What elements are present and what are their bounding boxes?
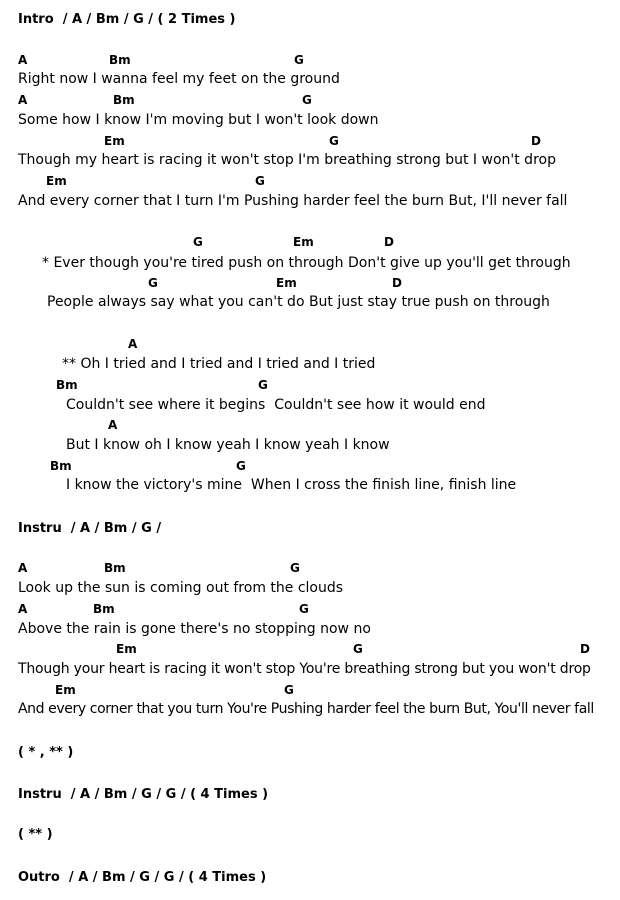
- chord: Em: [276, 276, 297, 290]
- chord: G: [290, 561, 300, 575]
- chord: D: [384, 235, 394, 249]
- chord: Em: [55, 683, 76, 697]
- chord: Bm: [50, 459, 72, 473]
- chord: G: [236, 459, 246, 473]
- lyric-line: Though your heart is racing it won't stop You're breathing strong but you won't drop: [18, 661, 591, 677]
- lyric-line: And every corner that I turn I'm Pushing harder feel the burn But, I'll never fall: [18, 193, 568, 209]
- chord: Em: [46, 174, 67, 188]
- intro-line: Intro / A / Bm / G / ( 2 Times ): [18, 12, 236, 27]
- chord: Em: [293, 235, 314, 249]
- chord: A: [128, 337, 138, 351]
- chord: A: [18, 53, 28, 67]
- chord: Bm: [93, 602, 115, 616]
- chord: G: [148, 276, 158, 290]
- chord: G: [329, 134, 339, 148]
- repeat-line: ( * , ** ): [18, 745, 74, 760]
- repeat-line: ( ** ): [18, 827, 53, 842]
- lyric-line: Though my heart is racing it won't stop I'm breathing strong but I won't drop: [18, 152, 556, 168]
- lyric-line: People always say what you can't do But just stay true push on through: [47, 294, 550, 310]
- chord: D: [531, 134, 541, 148]
- lyric-line: Couldn't see where it begins Couldn't see how it would end: [66, 397, 486, 413]
- chord: D: [392, 276, 402, 290]
- lyric-line: ** Oh I tried and I tried and I tried and I tried: [62, 356, 376, 372]
- chord: G: [258, 378, 268, 392]
- chord: A: [18, 93, 28, 107]
- lyric-line: Some how I know I'm moving but I won't look down: [18, 112, 379, 128]
- instrumental-line: Instru / A / Bm / G / G / ( 4 Times ): [18, 787, 269, 802]
- chord: Bm: [113, 93, 135, 107]
- lyric-line: I know the victory's mine When I cross the finish line, finish line: [66, 477, 517, 493]
- chord: G: [193, 235, 203, 249]
- chord: G: [255, 174, 265, 188]
- chord: A: [18, 602, 28, 616]
- chord: Em: [116, 642, 137, 656]
- chord: Bm: [56, 378, 78, 392]
- chord: D: [580, 642, 590, 656]
- lyric-line: And every corner that you turn You're Pushing harder feel the burn But, You'll never fall: [18, 701, 594, 717]
- chord: G: [353, 642, 363, 656]
- chord: G: [294, 53, 304, 67]
- lyric-line: * Ever though you're tired push on through Don't give up you'll get through: [42, 255, 571, 271]
- outro-line: Outro / A / Bm / G / G / ( 4 Times ): [18, 870, 267, 885]
- lyric-line: Right now I wanna feel my feet on the ground: [18, 71, 340, 87]
- chord: Em: [104, 134, 125, 148]
- chord: G: [299, 602, 309, 616]
- lyric-line: Look up the sun is coming out from the clouds: [18, 580, 344, 596]
- chord: Bm: [109, 53, 131, 67]
- chord: A: [18, 561, 28, 575]
- lyric-line: But I know oh I know yeah I know yeah I know: [66, 437, 390, 453]
- instrumental-line: Instru / A / Bm / G /: [18, 521, 162, 536]
- lyric-line: Above the rain is gone there's no stopping now no: [18, 621, 371, 637]
- chord: G: [302, 93, 312, 107]
- chord: A: [108, 418, 118, 432]
- chord: Bm: [104, 561, 126, 575]
- chord: G: [284, 683, 294, 697]
